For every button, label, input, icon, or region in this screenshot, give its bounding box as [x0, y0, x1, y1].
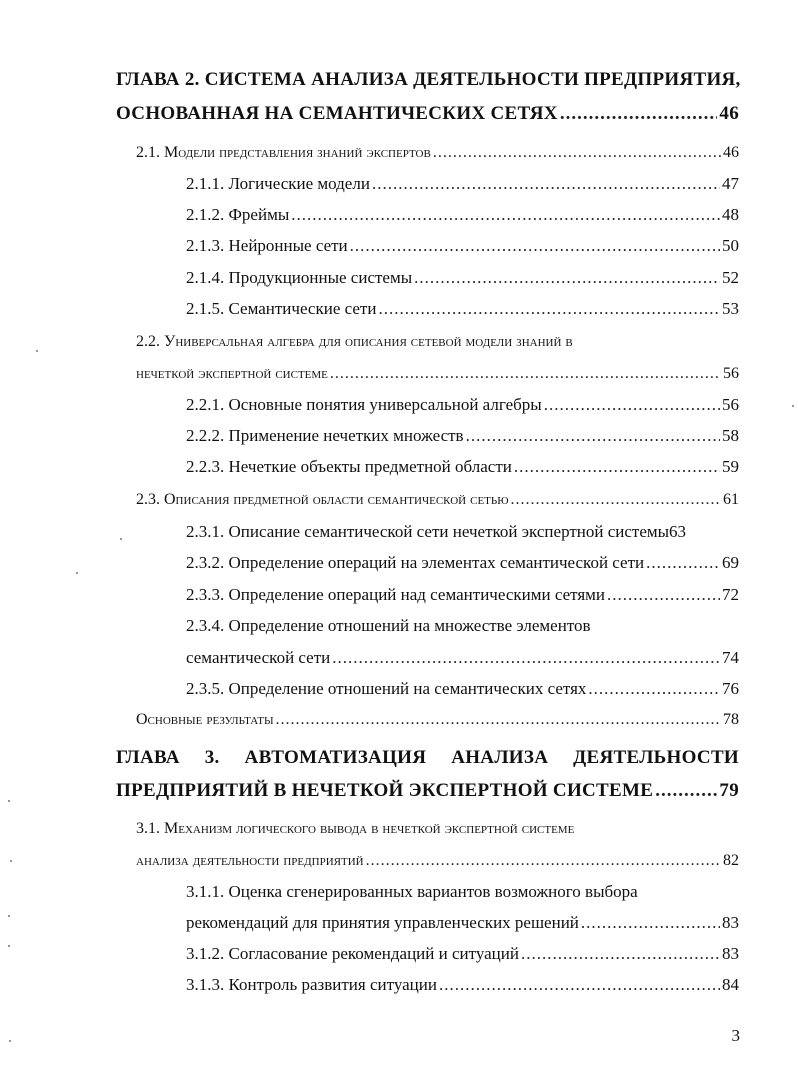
chapter-2-title: ОСНОВАННАЯ НА СЕМАНТИЧЕСКИХ СЕТЯХ [116, 103, 558, 124]
toc-entry-3-1-3 [186, 974, 739, 996]
toc-entry-2-1-1 [186, 173, 739, 195]
toc-entry-page: 69 [722, 553, 739, 572]
toc-entry-2-1-2 [186, 204, 739, 226]
chapter-2-heading-line1: ГЛАВА 2. СИСТЕМА АНАЛИЗА ДЕЯТЕЛЬНОСТИ ПРЕДПРИЯТИЯ, [116, 69, 741, 90]
scan-speck [120, 538, 122, 540]
scan-speck [8, 800, 10, 802]
toc-entry-page: 56 [723, 365, 739, 382]
toc-entry-2-2-3 [186, 456, 739, 478]
toc-entry-page: 74 [722, 648, 739, 667]
dot-leader [544, 394, 720, 416]
toc-entry-title: рекомендаций для принятия управленческих решений [186, 913, 579, 932]
chapter-3-word: ГЛАВА [116, 747, 180, 768]
toc-entry-page: 46 [723, 144, 739, 161]
toc-entry-3-1-line1: 3.1. Механизм логического вывода в нечеткой экспертной системе [136, 820, 575, 837]
dot-leader [655, 779, 717, 803]
toc-entry-title: 2.1.2. Фреймы [186, 205, 290, 224]
toc-entry-2-1-4 [186, 267, 739, 289]
toc-entry-title: 2.1.4. Продукционные системы [186, 268, 413, 287]
toc-entry-title: 2.2.1. Основные понятия универсальной алгебры [186, 395, 542, 414]
toc-entry-2-3-4-line2 [186, 647, 739, 669]
toc-entry-page: 76 [722, 679, 739, 698]
toc-entry-2-1-5 [186, 298, 739, 320]
chapter-3-word: АВТОМАТИЗАЦИЯ [244, 747, 427, 768]
toc-entry-title: 2.3. Описания предметной области семантической сетью [136, 491, 509, 508]
toc-entry-page: 59 [722, 457, 739, 476]
dot-leader [439, 974, 720, 996]
toc-entry-page: 84 [722, 975, 739, 994]
dot-leader [276, 709, 721, 731]
dot-leader [588, 678, 720, 700]
toc-entry-title: 2.3.2. Определение операций на элементах семантической сети [186, 553, 645, 572]
toc-entry-title: 2.1. Модели представления знаний экспертов [136, 144, 431, 161]
toc-entry-results [136, 709, 739, 731]
scan-speck [76, 572, 78, 574]
toc-entry-title: 2.1.3. Нейронные сети [186, 236, 348, 255]
toc-entry-title: 3.1.3. Контроль развития ситуации [186, 975, 437, 994]
toc-entry-page: 52 [722, 268, 739, 287]
toc-entry-2-3-5 [186, 678, 739, 700]
toc-entry-2-3-1: 2.3.1. Описание семантической сети нечеткой экспертной системы63 [186, 522, 687, 541]
scan-speck [36, 350, 38, 352]
toc-entry-title: Основные результаты [136, 711, 274, 728]
toc-entry-title: семантической сети [186, 648, 331, 667]
toc-entry-title: 2.3.3. Определение операций над семантическими сетями [186, 585, 605, 604]
toc-entry-page: 83 [722, 944, 739, 963]
toc-entry-page: 83 [722, 913, 739, 932]
toc-entry-page: 72 [722, 585, 739, 604]
chapter-2-page: 46 [719, 103, 739, 124]
toc-entry-title: анализа деятельности предприятий [136, 852, 364, 869]
chapter-2-heading-line2 [116, 102, 739, 126]
dot-leader [607, 584, 720, 606]
dot-leader [521, 943, 720, 965]
dot-leader [466, 425, 720, 447]
toc-entry-2-3-2 [186, 552, 739, 574]
toc-entry-title: 2.2.2. Применение нечетких множеств [186, 426, 464, 445]
scan-speck [8, 945, 10, 947]
scan-speck [8, 915, 10, 917]
page-number: 3 [731, 1026, 740, 1045]
toc-entry-page: 56 [722, 395, 739, 414]
dot-leader [372, 173, 720, 195]
toc-entry-page: 53 [722, 299, 739, 318]
toc-entry-page: 50 [722, 236, 739, 255]
chapter-3-heading-line1 [116, 746, 739, 770]
scan-speck [10, 860, 12, 862]
chapter-3-page: 79 [719, 780, 739, 801]
toc-entry-2-2-line2 [136, 363, 739, 385]
chapter-3-title: ПРЕДПРИЯТИЙ В НЕЧЕТКОЙ ЭКСПЕРТНОЙ СИСТЕМЕ [116, 780, 654, 801]
toc-entry-page: 82 [723, 852, 739, 869]
toc-entry-title: 2.1.1. Логические модели [186, 174, 370, 193]
chapter-3-word: 3. [204, 747, 220, 768]
dot-leader [366, 850, 721, 872]
toc-entry-2-2-2 [186, 425, 739, 447]
toc-entry-3-1-1-line1: 3.1.1. Оценка сгенерированных вариантов возможного выбора [186, 882, 638, 901]
toc-entry-page: 58 [722, 426, 739, 445]
toc-entry-title: 2.1.5. Семантические сети [186, 299, 377, 318]
toc-entry-title: нечеткой экспертной системе [136, 365, 328, 382]
toc-entry-title: 2.2.3. Нечеткие объекты предметной области [186, 457, 512, 476]
dot-leader [350, 235, 720, 257]
dot-leader [330, 363, 721, 385]
toc-entry-page: 48 [722, 205, 739, 224]
toc-entry-2-1-3 [186, 235, 739, 257]
toc-entry-2-3-3 [186, 584, 739, 606]
dot-leader [378, 298, 720, 320]
toc-entry-2-3 [136, 489, 739, 511]
dot-leader [414, 267, 720, 289]
chapter-3-word: АНАЛИЗА [451, 747, 549, 768]
toc-entry-page: 47 [722, 174, 739, 193]
toc-entry-2-2-line1: 2.2. Универсальная алгебра для описания сетевой модели знаний в [136, 333, 573, 350]
toc-entry-page: 78 [723, 711, 739, 728]
dot-leader [581, 912, 720, 934]
dot-leader [433, 142, 721, 164]
dot-leader [514, 456, 720, 478]
dot-leader [646, 552, 720, 574]
chapter-3-word: ДЕЯТЕЛЬНОСТИ [573, 747, 739, 768]
dot-leader [332, 647, 720, 669]
toc-entry-3-1-1-line2 [186, 912, 739, 934]
dot-leader [291, 204, 720, 226]
toc-entry-2-1 [136, 142, 739, 164]
toc-entry-3-1-2 [186, 943, 739, 965]
scan-speck [9, 1040, 11, 1042]
toc-entry-page: 61 [723, 491, 739, 508]
toc-entry-2-3-4-line1: 2.3.4. Определение отношений на множестве элементов [186, 616, 591, 635]
toc-entry-2-2-1 [186, 394, 739, 416]
dot-leader [560, 102, 718, 126]
toc-entry-title: 3.1.2. Согласование рекомендаций и ситуаций [186, 944, 519, 963]
chapter-3-heading-line2 [116, 779, 739, 803]
toc-entry-3-1-line2 [136, 850, 739, 872]
dot-leader [511, 489, 721, 511]
scan-speck [792, 405, 794, 407]
toc-entry-title: 2.3.5. Определение отношений на семантических сетях [186, 679, 587, 698]
